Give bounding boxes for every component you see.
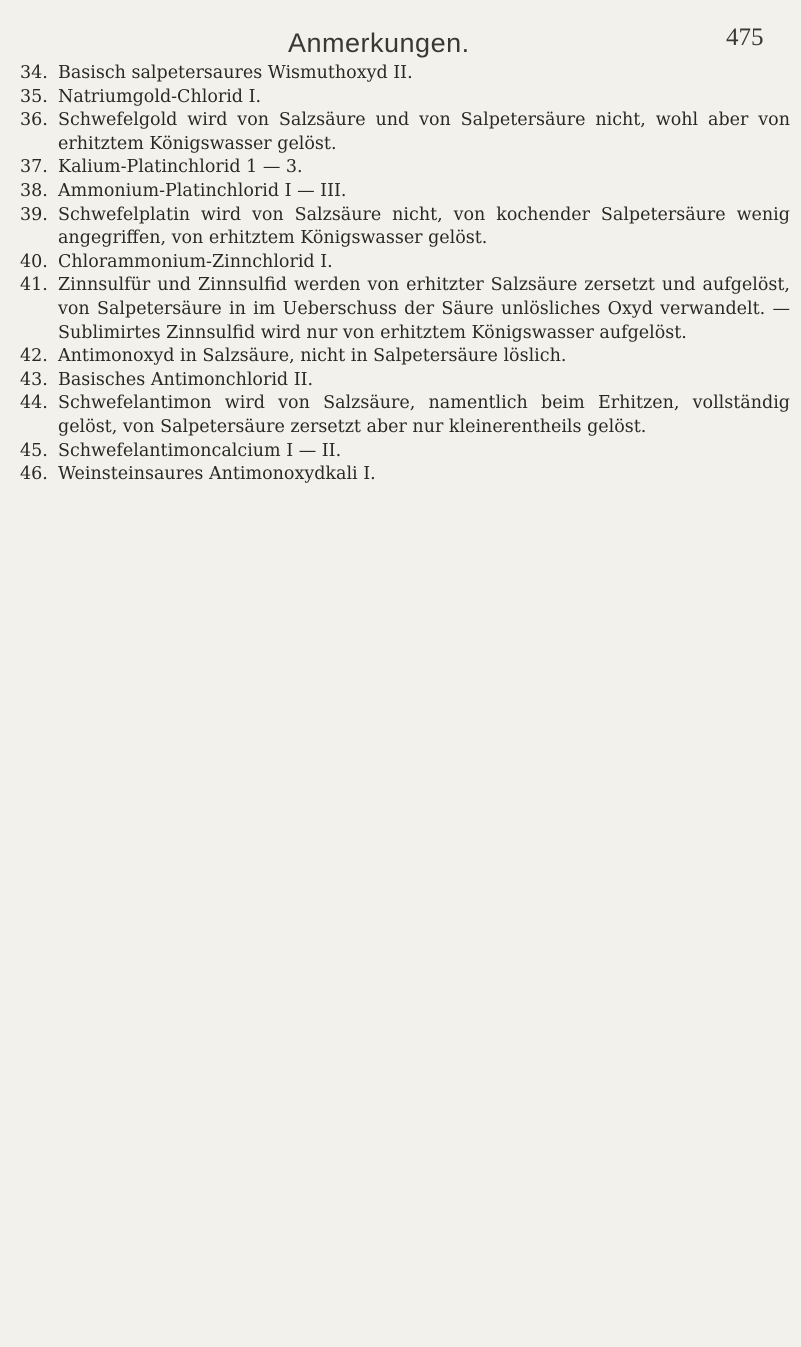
note-item: [20, 156, 790, 180]
note-text: Zinnsulfür und Zinnsulfid werden von erhitzter Salzsäure zersetzt und aufgelöst, von Salpetersäure in im Ueberschuss der Säure unlösliches Oxyd verwandelt. — Sublimirtes Zinnsulfid wird nur von erhitztem Königswasser aufgelöst.: [58, 275, 790, 343]
note-item: [20, 369, 790, 393]
note-text: Ammonium-Platinchlorid I — III.: [58, 180, 347, 201]
note-number: 36.: [20, 110, 48, 131]
note-text: Kalium-Platinchlorid 1 — 3.: [58, 157, 303, 178]
note-number: 37.: [20, 157, 48, 178]
note-item: [20, 180, 790, 204]
note-item: [20, 274, 790, 345]
note-text: Natriumgold-Chlorid I.: [58, 86, 262, 107]
note-number: 34.: [20, 63, 48, 83]
note-item: [20, 204, 790, 251]
note-text: Schwefelgold wird von Salzsäure und von Salpetersäure nicht, wohl aber von erhitztem Königswasser gelöst.: [58, 110, 790, 154]
note-item: [20, 463, 790, 487]
running-title: Anmerkungen.: [288, 28, 470, 58]
note-item: [20, 440, 790, 464]
note-number: 41.: [20, 275, 48, 296]
note-item: [20, 86, 790, 110]
note-text: Basisches Antimonchlorid II.: [58, 369, 314, 390]
note-item: [20, 62, 790, 86]
note-text: Basisch salpetersaures Wismuthoxyd II.: [58, 63, 413, 83]
note-number: 43.: [20, 369, 48, 390]
note-number: 38.: [20, 180, 48, 201]
note-number: 35.: [20, 86, 48, 107]
note-number: 42.: [20, 346, 48, 367]
note-text: Schwefelantimoncalcium I — II.: [58, 440, 342, 461]
note-number: 44.: [20, 393, 48, 414]
note-text: Chlorammonium-Zinnchlorid I.: [58, 251, 333, 272]
note-number: 46.: [20, 464, 48, 485]
note-text: Schwefelantimon wird von Salzsäure, namentlich beim Erhitzen, vollständig gelöst, von Salpetersäure zersetzt aber nur kleinerentheils gelöst.: [58, 393, 790, 437]
note-item: [20, 109, 790, 156]
note-text: Schwefelplatin wird von Salzsäure nicht, von kochender Salpetersäure wenig angegriffen, von erhitztem Königswasser gelöst.: [58, 204, 790, 249]
note-item: [20, 392, 790, 439]
note-item: [20, 251, 790, 275]
note-number: 40.: [20, 251, 48, 272]
note-number: 45.: [20, 440, 48, 461]
page-header: [0, 20, 801, 60]
note-text: Antimonoxyd in Salzsäure, nicht in Salpetersäure löslich.: [58, 346, 567, 367]
page-number: 475: [726, 24, 764, 51]
notes-list: [20, 62, 790, 487]
note-item: [20, 345, 790, 369]
note-number: 39.: [20, 204, 48, 225]
note-text: Weinsteinsaures Antimonoxydkali I.: [58, 464, 376, 485]
